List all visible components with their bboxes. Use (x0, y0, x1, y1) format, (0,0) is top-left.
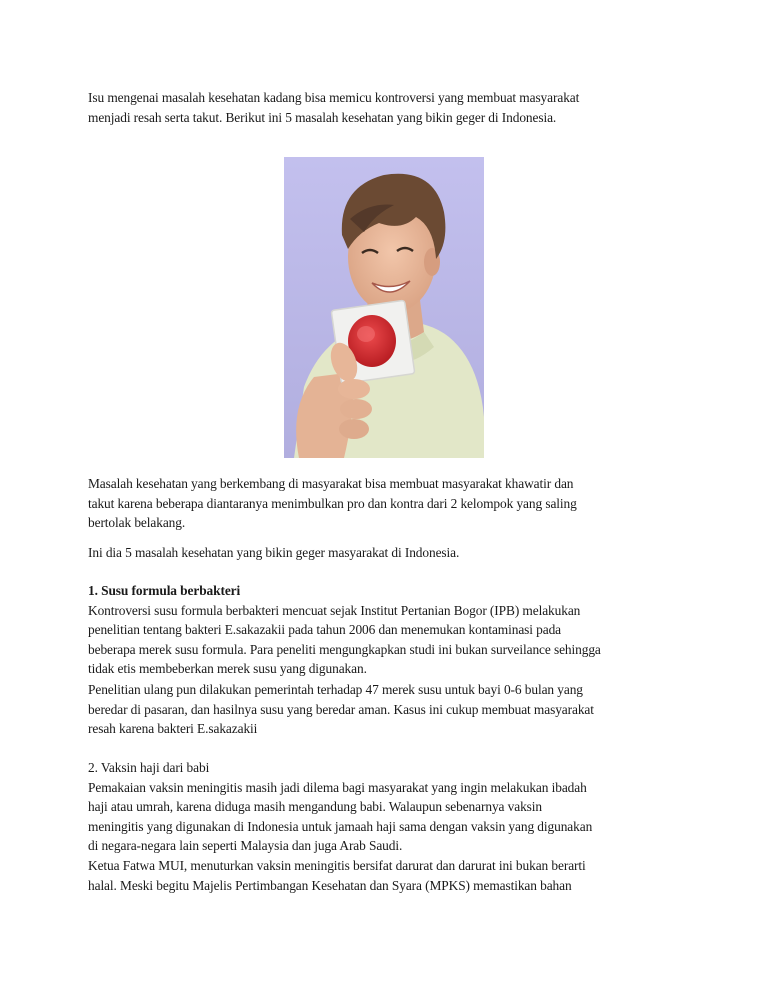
text-line: Pemakaian vaksin meningitis masih jadi dilema bagi masyarakat yang ingin melakukan ibadah (88, 779, 587, 795)
text-line: Isu mengenai masalah kesehatan kadang bisa memicu kontroversi yang membuat masyarakat (88, 90, 580, 105)
text-line: penelitian tentang bakteri E.sakazakii pada tahun 2006 dan menemukan kontaminasi pada (88, 622, 562, 638)
intro-paragraph (88, 88, 579, 127)
section-2-heading: 2. Vaksin haji dari babi (88, 760, 210, 775)
text-line: halal. Meski begitu Majelis Pertimbangan Kesehatan dan Syara (MPKS) memastikan bahan (88, 877, 572, 893)
section-2-paragraph-2 (88, 856, 586, 895)
text-line: beredar di pasaran, dan hasilnya susu yang beredar aman. Kasus ini cukup membuat masyarakat (88, 701, 594, 717)
section-1-paragraph-2 (88, 680, 594, 739)
text-line: meningitis yang digunakan di Indonesia untuk jamaah haji sama dengan vaksin yang digunakan (88, 818, 593, 834)
section-1-heading: 1. Susu formula berbakteri (88, 583, 241, 598)
text-line: resah karena bakteri E.sakazakii (88, 721, 258, 737)
finger-2 (340, 399, 372, 419)
text-line: bertolak belakang. (88, 515, 186, 531)
text-line: tidak etis membeberkan merek susu yang digunakan. (88, 661, 367, 677)
paragraph-list-intro (88, 543, 459, 563)
paragraph-masalah (88, 474, 577, 533)
finger-1 (338, 379, 370, 399)
text-line: takut karena beberapa diantaranya menimbulkan pro dan kontra dari 2 kelompok yang saling (88, 495, 577, 511)
photo-man-holding-condom (284, 157, 484, 458)
text-line: di negara-negara lain seperti Malaysia dan juga Arab Saudi. (88, 838, 403, 854)
finger-3 (339, 419, 369, 439)
text-line: Ini dia 5 masalah kesehatan yang bikin geger masyarakat di Indonesia. (88, 545, 460, 560)
text-line: haji atau umrah, karena diduga masih mengandung babi. Walaupun sebenarnya vaksin (88, 799, 542, 815)
section-1 (88, 581, 601, 679)
condom-highlight (357, 326, 375, 342)
text-line: Kontroversi susu formula berbakteri mencuat sejak Institut Pertanian Bogor (IPB) melakukan (88, 602, 581, 618)
text-line: Masalah kesehatan yang berkembang di masyarakat bisa membuat masyarakat khawatir dan (88, 476, 574, 491)
text-line: Ketua Fatwa MUI, menuturkan vaksin meningitis bersifat darurat dan darurat ini bukan berarti (88, 858, 586, 873)
text-line: menjadi resah serta takut. Berikut ini 5 masalah kesehatan yang bikin geger di Indonesia. (88, 109, 557, 125)
text-line: beberapa merek susu formula. Para peneliti mengungkapkan studi ini bukan surveilance sehingga (88, 641, 601, 657)
photo-illustration (284, 157, 484, 458)
text-line: Penelitian ulang pun dilakukan pemerintah terhadap 47 merek susu untuk bayi 0-6 bulan yang (88, 682, 583, 697)
section-2 (88, 758, 592, 856)
